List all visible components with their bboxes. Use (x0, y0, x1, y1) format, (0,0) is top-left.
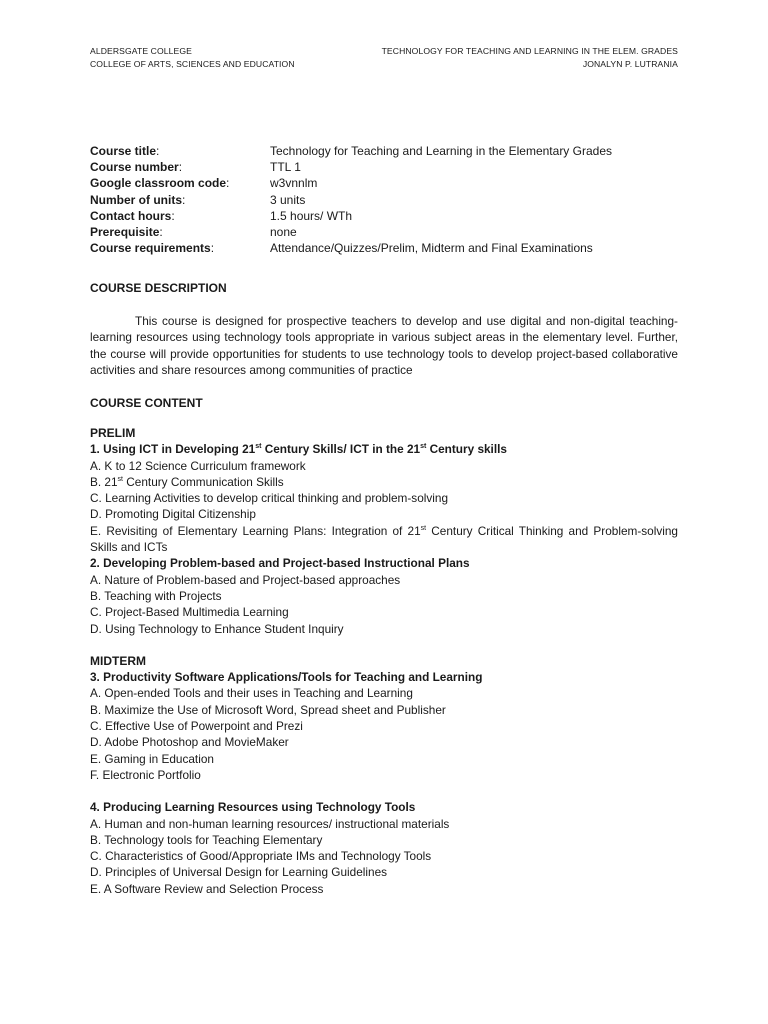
topic-item: A. Open-ended Tools and their uses in Teaching and Learning (90, 686, 413, 701)
topic-item: A. Human and non-human learning resources/ instructional materials (90, 816, 450, 831)
info-label: Prerequisite: (90, 224, 163, 239)
course-info-table (90, 143, 690, 256)
course-content (90, 425, 678, 897)
course-info-row (90, 224, 690, 240)
topic-item: C. Project-Based Multimedia Learning (90, 605, 289, 620)
course-header-title: TECHNOLOGY FOR TEACHING AND LEARNING IN THE ELEM. GRADES (381, 46, 678, 56)
course-description-text: This course is designed for prospective teachers to develop and use digital and non-digital teaching-learning resources using technology tools appropriate in various subject areas in the elementary level. Further, the course will provide opportunities for students to use technology tools to develop project-based collaborative activities and share resources among communities of practice (90, 314, 678, 377)
course-info-row (90, 175, 690, 191)
topic-item: B. Maximize the Use of Microsoft Word, Spread sheet and Publisher (90, 702, 446, 717)
course-info-row (90, 240, 690, 256)
topic-item: E. Gaming in Education (90, 751, 214, 766)
info-label: Course title: (90, 144, 160, 158)
topic-item: C. Learning Activities to develop critical thinking and problem-solving (90, 491, 449, 506)
instructor-name: JONALYN P. LUTRANIA (582, 58, 678, 69)
topic-item: D. Using Technology to Enhance Student Inquiry (90, 621, 344, 636)
course-info-row (90, 192, 690, 208)
term-heading-prelim: PRELIM (90, 426, 136, 440)
topic-item: C. Effective Use of Powerpoint and Prezi (90, 719, 303, 734)
college-name: COLLEGE OF ARTS, SCIENCES AND EDUCATION (90, 58, 295, 69)
topic-item: B. Teaching with Projects (90, 588, 222, 603)
course-content-heading: COURSE CONTENT (90, 396, 203, 410)
topic-item: A. K to 12 Science Curriculum framework (90, 458, 306, 473)
topic-item: D. Promoting Digital Citizenship (90, 507, 256, 522)
term-heading-midterm: MIDTERM (90, 653, 146, 668)
info-value: Attendance/Quizzes/Prelim, Midterm and Final Examinations (270, 241, 593, 256)
info-label: Contact hours: (90, 208, 175, 223)
info-label: Number of units: (90, 192, 186, 207)
course-info-row (90, 143, 690, 159)
info-value: w3vnnlm (270, 176, 318, 191)
course-info-row (90, 159, 690, 175)
topic-title: 3. Productivity Software Applications/Tools for Teaching and Learning (90, 670, 483, 685)
course-description-heading: COURSE DESCRIPTION (90, 281, 227, 295)
info-value: Technology for Teaching and Learning in the Elementary Grades (270, 144, 612, 158)
topic-item: D. Adobe Photoshop and MovieMaker (90, 735, 289, 750)
topic-title: 4. Producing Learning Resources using Technology Tools (90, 800, 416, 815)
topic-item: E. Revisiting of Elementary Learning Plans: Integration of 21st Century Critical Thinking and Problem-solving Skills and ICTs (90, 523, 678, 555)
info-label: Course requirements: (90, 241, 215, 256)
topic-item: C. Characteristics of Good/Appropriate IMs and Technology Tools (90, 849, 432, 864)
topic-item: E. A Software Review and Selection Process (90, 881, 324, 896)
topic-item: B. Technology tools for Teaching Elementary (90, 832, 323, 847)
info-value: 3 units (270, 192, 306, 207)
info-value: 1.5 hours/ WTh (270, 208, 353, 223)
topic-title: 1. Using ICT in Developing 21st Century Skills/ ICT in the 21st Century skills (90, 442, 507, 457)
info-value: TTL 1 (270, 160, 301, 175)
page-header-left (90, 45, 295, 70)
topic-item: D. Principles of Universal Design for Learning Guidelines (90, 865, 388, 880)
topic-item: A. Nature of Problem-based and Project-based approaches (90, 572, 401, 587)
page-header-right (382, 45, 678, 70)
info-label: Google classroom code: (90, 176, 230, 191)
topic-item: B. 21st Century Communication Skills (90, 474, 284, 489)
topic-title: 2. Developing Problem-based and Project-based Instructional Plans (90, 556, 470, 571)
topic-item: F. Electronic Portfolio (90, 767, 201, 782)
info-label: Course number: (90, 160, 183, 175)
institution-name: ALDERSGATE COLLEGE (90, 46, 192, 56)
course-info-row (90, 208, 690, 224)
info-value: none (270, 224, 297, 239)
